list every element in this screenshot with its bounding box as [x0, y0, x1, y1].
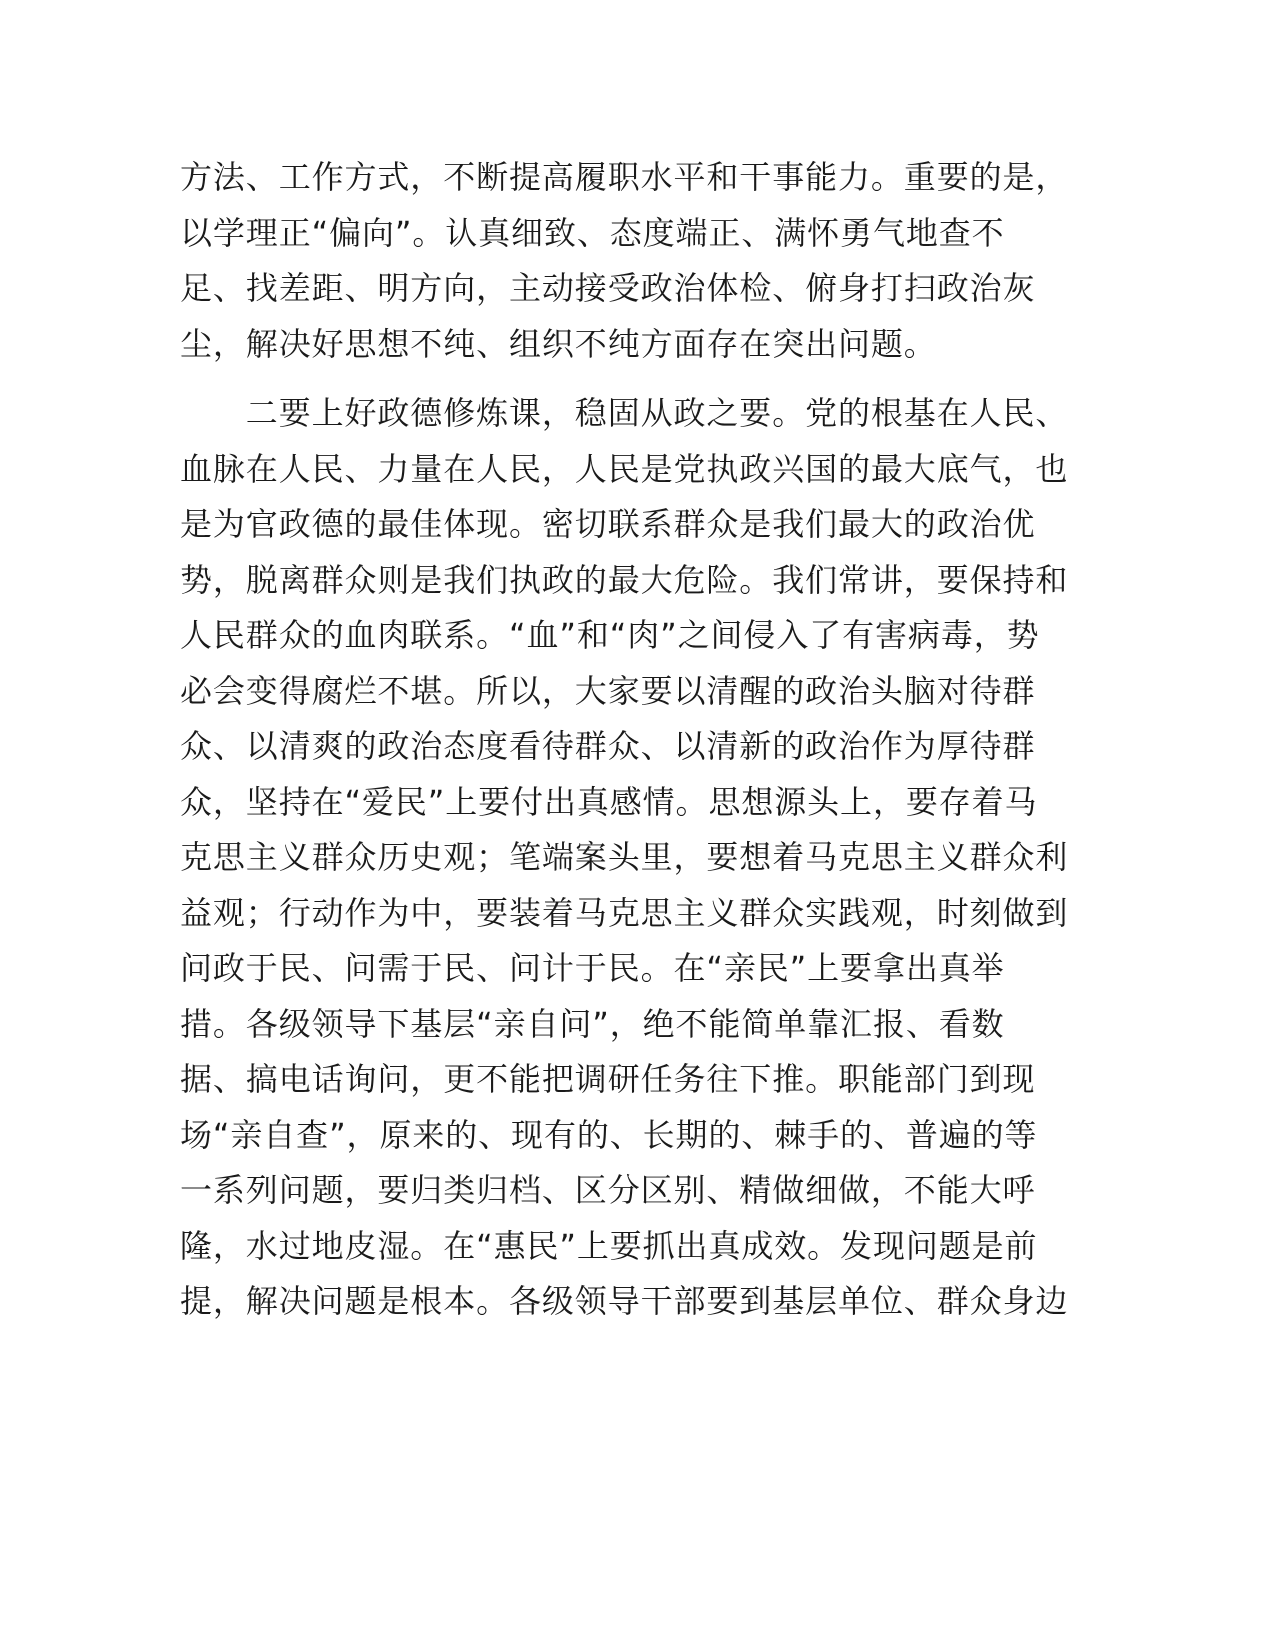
text-line: 一系列问题，要归类归档、区分区别、精做细做，不能大呼 — [180, 1171, 1036, 1209]
text-line: 血脉在人民、力量在人民，人民是党执政兴国的最大底气，也 — [180, 449, 1069, 488]
text-line: 众、以清爽的政治态度看待群众、以清新的政治作为厚待群 — [180, 727, 1036, 765]
text-line: 措。各级领导下基层“亲自问”，绝不能简单靠汇报、看数 — [180, 1004, 1005, 1043]
text-line: 隆，水过地皮湿。在“惠民”上要抓出真成效。发现问题是前 — [180, 1226, 1038, 1265]
paragraph-2 — [180, 386, 1069, 1330]
text-line: 场“亲自查”，原来的、现有的、长期的、棘手的、普遍的等 — [180, 1115, 1038, 1154]
text-line: 人民群众的血肉联系。“血”和“肉”之间侵入了有害病毒，势 — [180, 616, 1040, 654]
text-line: 众，坚持在“爱民”上要付出真感情。思想源头上，要存着马 — [180, 782, 1038, 821]
text-line: 问政于民、问需于民、问计于民。在“亲民”上要拿出真举 — [180, 949, 1005, 987]
text-line: 方法、工作方式，不断提高履职水平和干事能力。重要的是， — [180, 158, 1069, 196]
text-line: 以学理正“偏向”。认真细致、态度端正、满怀勇气地查不 — [180, 213, 1005, 252]
text-line: 尘，解决好思想不纯、组织不纯方面存在突出问题。 — [180, 324, 937, 363]
text-line: 必会变得腐烂不堪。所以，大家要以清醒的政治头脑对待群 — [180, 671, 1036, 710]
text-line: 二要上好政德修炼课，稳固从政之要。党的根基在人民、 — [180, 394, 1069, 432]
paragraph-spacer — [180, 372, 1040, 386]
text-line: 提，解决问题是根本。各级领导干部要到基层单位、群众身边 — [180, 1282, 1069, 1320]
text-line: 克思主义群众历史观；笔端案头里，要想着马克思主义群众利 — [180, 838, 1069, 876]
body-text — [180, 150, 1069, 1330]
text-line: 益观；行动作为中，要装着马克思主义群众实践观，时刻做到 — [180, 893, 1069, 932]
text-line: 据、搞电话询问，更不能把调研任务往下推。职能部门到现 — [180, 1060, 1036, 1098]
text-line: 足、找差距、明方向，主动接受政治体检、俯身打扫政治灰 — [180, 269, 1036, 307]
text-line: 是为官政德的最佳体现。密切联系群众是我们最大的政治优 — [180, 505, 1036, 543]
paragraph-1 — [180, 150, 1069, 372]
text-line: 势，脱离群众则是我们执政的最大危险。我们常讲，要保持和 — [180, 560, 1069, 599]
